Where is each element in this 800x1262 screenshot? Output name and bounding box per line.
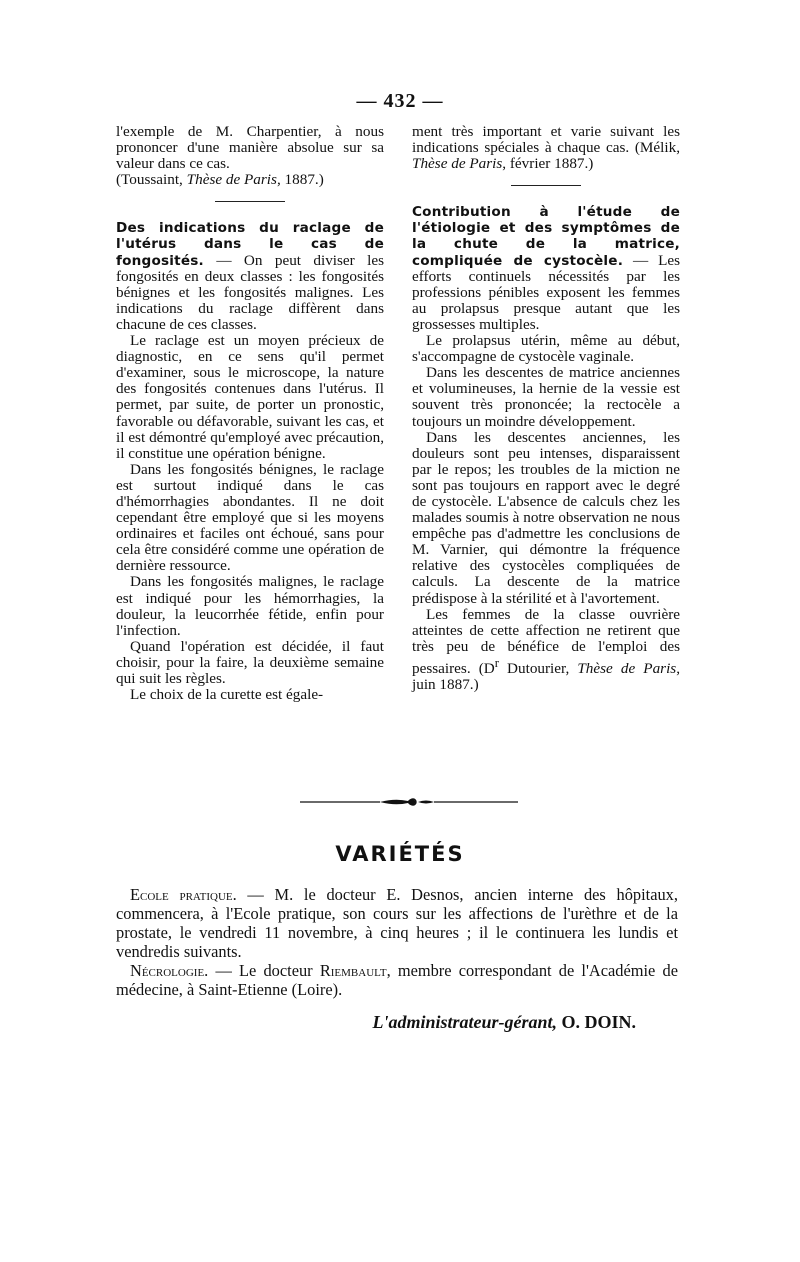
right-intro-text: ment très important et varie suivant les indications spéciales à chaque cas. <box>412 123 680 157</box>
article-heading: Contribution à l'étude de l'étiologie et des symptômes de la chute de la matrice, compliquée de cystocèle. <box>412 204 680 269</box>
right-intro <box>412 124 680 172</box>
note-ecole-pratique <box>116 885 678 961</box>
citation-title: Thèse de Paris <box>186 171 277 189</box>
left-paragraph: Quand l'opération est décidée, il faut choisir, pour la faire, la deuxième semaine qui suit les règles. <box>116 637 384 687</box>
right-paragraph: Le prolapsus utérin, même au début, s'accompagne de cystocèle vaginale. <box>412 332 680 366</box>
right-column <box>412 124 680 693</box>
left-paragraph: Dans les fongosités malignes, le raclage est indiqué pour les hémorrhagies, la douleur, la leucorrhée fétide, enfin pour l'infection. <box>116 573 384 639</box>
left-paragraph: Dans les fongosités bénignes, le raclage est surtout indiqué dans le cas d'hémorrhagies abondantes. Il ne doit cependant être employé que si les moyens ordinaires et faciles ont échoué, sans pour cela être considéré comme une opération de dernière ressource. <box>116 460 384 575</box>
note-text: — Le docteur <box>208 961 320 980</box>
note-necrologie <box>116 961 678 999</box>
right-paragraph: Dans les descentes anciennes, les douleurs sont peu intenses, disparaissent par le repos; les troubles de la miction ne sont pas toujours en rapport avec le degré de cystocèle. L'absence de calculs chez les malades soumis à notre observation ne nous empêche pas d'admettre les conclusions de M. Varnier, qui démontre la fréquence relative des cystocèles compliquées de calculs. La descente de la matrice prédispose à la stérilité et à l'avortement. <box>412 428 680 607</box>
left-intro-citation <box>116 171 324 188</box>
left-paragraph: Le choix de la curette est égale- <box>130 686 324 704</box>
article-heading: Des indications du raclage de l'utérus dans le cas de fongosités. <box>116 220 384 269</box>
left-paragraph: Le raclage est un moyen précieux de diagnostic, en ce sens qu'il permet d'examiner, sous le microscope, la nature des fongosités contenues dans l'utérus. Il permet, par suite, de porter un pronostic, favorable ou défavorable, suivant les cas, et il est démontré qu'employé avec précaution, il constitue une opération bénigne. <box>116 332 384 462</box>
right-paragraph <box>412 607 680 694</box>
left-intro-text: l'exemple de M. Charpentier, à nous prononcer d'une manière absolue sur sa valeur dans ce cas. <box>116 123 384 173</box>
citation-post: , juin 1887.) <box>412 659 680 694</box>
signature-name: O. DOIN. <box>556 1012 636 1032</box>
note-label: Nécrologie. <box>130 961 209 980</box>
signature <box>116 1012 636 1033</box>
p5-mid: Dutourier, <box>498 659 578 677</box>
right-paragraph: Dans les descentes de matrice anciennes et volumineuses, la hernie de la vessie est souvent très prononcée; la rectocèle a toujours un moindre développement. <box>412 364 680 430</box>
section-title: VARIÉTÉS <box>335 842 465 866</box>
citation-pre: (Mélik, <box>629 139 680 157</box>
page-number: — 432 — <box>356 90 444 112</box>
citation-title: Thèse de Paris <box>577 659 677 677</box>
article-lead-text: — On peut diviser les fongosités en deux classes : les fongosités bénignes et les fongosités malignes. Les indications du raclage diffèrent dans chacune de ces classes. <box>116 251 384 333</box>
citation-post: , 1887.) <box>276 171 324 189</box>
article-lead-text: — Les efforts continuels nécessités par les professions pénibles exposent les femmes au prolapsus presque autant que les grossesses multiples. <box>412 251 680 333</box>
left-article-lead <box>116 220 384 333</box>
section-divider <box>511 185 581 186</box>
ornament-divider <box>300 792 518 812</box>
news-notes <box>116 885 678 999</box>
note-name: Riembault <box>319 961 387 980</box>
p5-superscript: r <box>494 655 499 670</box>
p5-text: Les femmes de la classe ouvrière atteintes de cette affection ne retirent que très peu de bénéfice de l'emploi des pessaires. (D <box>412 605 680 677</box>
left-column <box>116 124 384 703</box>
left-intro <box>116 124 384 188</box>
citation-pre: (Toussaint, <box>116 171 187 189</box>
right-article-lead <box>412 204 680 333</box>
signature-role: L'administrateur-gérant, <box>372 1012 557 1032</box>
citation-title: Thèse de Paris <box>412 155 503 173</box>
note-text: , membre correspondant de l'Académie de médecine, à Saint-Etienne (Loire). <box>116 961 678 999</box>
note-label: Ecole pratique. <box>130 885 237 904</box>
note-text: — M. le docteur E. Desnos, ancien interne des hôpitaux, commencera, à l'Ecole pratique, son cours sur les affections de l'urèthre et de la prostate, le vendredi 11 novembre, à cinq heures ; il le continuera les lundis et vendredis suivants. <box>116 885 678 961</box>
citation-post: , février 1887.) <box>502 155 594 173</box>
section-divider <box>215 201 285 202</box>
